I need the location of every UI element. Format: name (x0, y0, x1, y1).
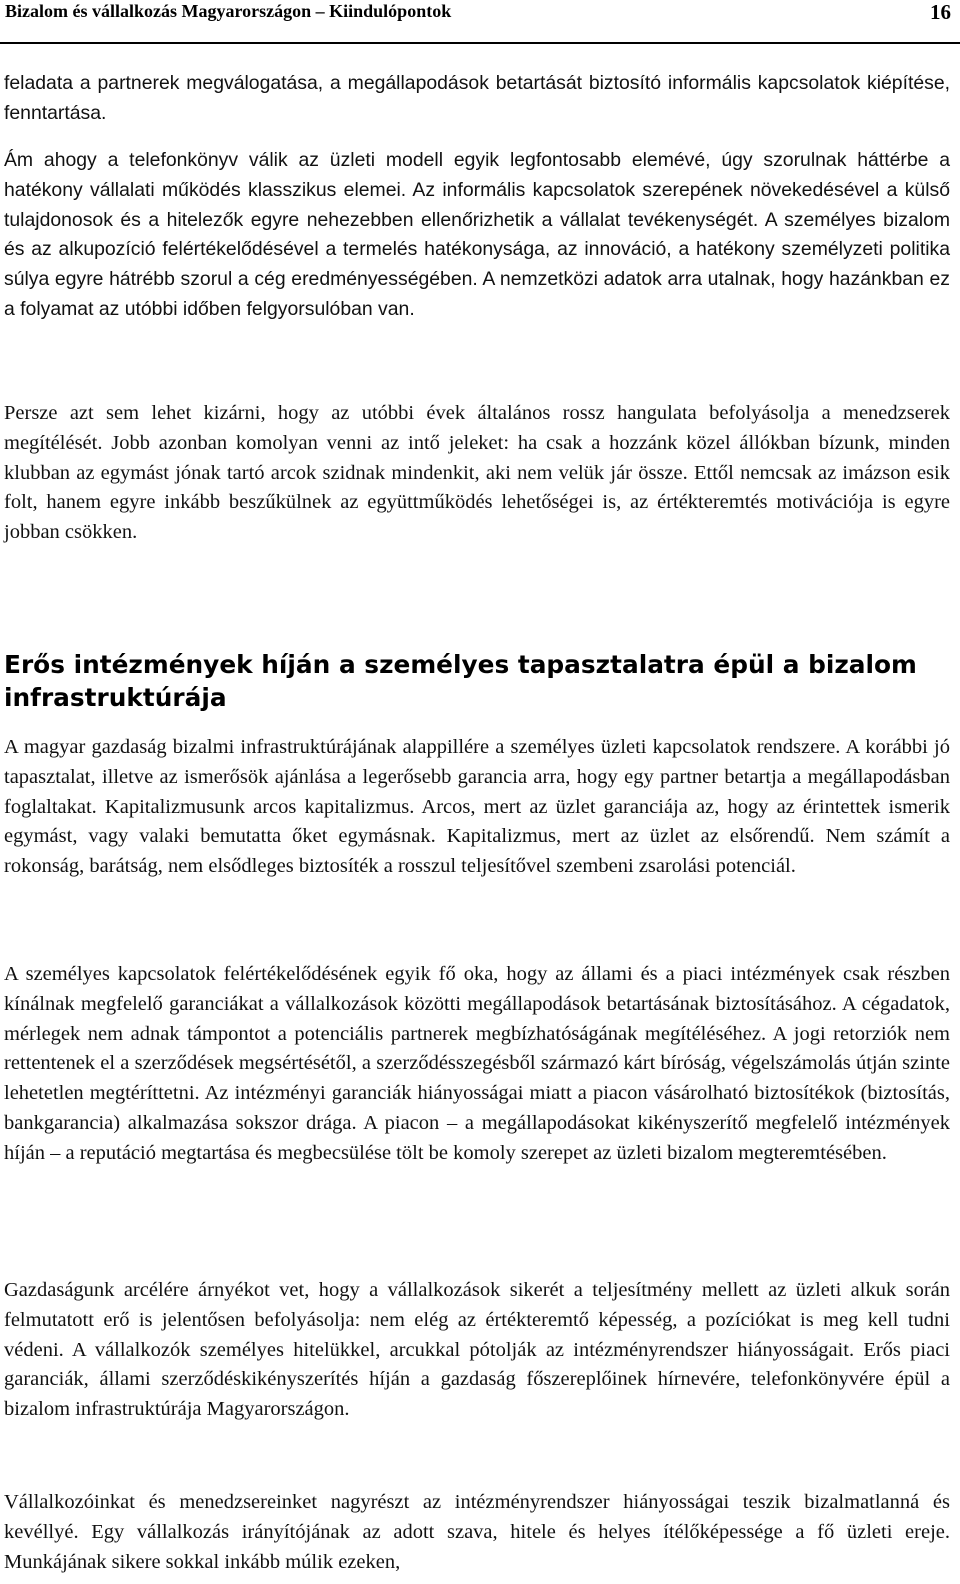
paragraph-6: Gazdaságunk arcélére árnyékot vet, hogy a vállalkozások sikerét a teljesítmény mellett az üzleti alkuk során felmutatott erő is jelentősen befolyásolja: nem elég az értékteremtő képesség, a pozíciókat is meg kell tudni védeni. A vállalkozók személyes hitelükkel, arcukkal pótolják az intézményrendszer hiányosságait. Erős piaci garanciák, állami szerződéskikényszerítés híján a gazdaság főszereplőinek hírnevére, telefonkönyvére épül a bizalom infrastruktúrája Magyarországon. (4, 1279, 950, 1421)
running-header (0, 0, 960, 44)
paragraph-3: Persze azt sem lehet kizárni, hogy az utóbbi évek általános rossz hangulata befolyásolja a menedzserek megítélését. Jobb azonban komolyan venni az intő jeleket: ha csak a hozzánk közel állókban bízunk, minden klubban az egymást jónak tartó arcok szidnak mindenkit, aki nem velük jár össze. Ettől nemcsak az imázson esik folt, hanem egyre inkább beszűkülnek az együttműködés lehetőségei is, az értékteremtés motivációja is egyre jobban csökken. (4, 402, 950, 544)
paragraph-4: A magyar gazdaság bizalmi infrastruktúrájának alappillére a személyes üzleti kapcsolatok rendszere. A korábbi jó tapasztalat, illetve az ismerősök ajánlása a legerősebb garancia arra, hogy egy partner betartja a megállapodásban foglaltakat. Kapitalizmusunk arcos kapitalizmus. Arcos, mert az üzlet garanciája az, hogy az érintettek ismerik egymást, vagy valaki bemutatta őket egymásnak. Kapitalizmus, mert az üzlet az elsőrendű. Nem számít a rokonság, barátság, nem elsődleges biztosíték a rosszul teljesítővel szembeni zsarolási potenciál. (4, 736, 950, 878)
paragraph-1: feladata a partnerek megválogatása, a megállapodások betartását biztosító informális kapcsolatok kiépítése, fenntartása. (4, 72, 950, 124)
section-heading: Erős intézmények híján a személyes tapasztalatra épül a bizalom infrastruktúrája (4, 650, 917, 712)
paragraph-5: A személyes kapcsolatok felértékelődésének egyik fő oka, hogy az állami és a piaci intézmények csak részben kínálnak megfelelő garanciákat a vállalkozások közötti megállapodások betartásának biztosításához. A cégadatok, mérlegek nem adnak támpontot a potenciális partnerek megbízhatóságának megítéléséhez. A jogi retorziók nem rettentenek el a szerződések megsértésétől, a szerződésszegésből származó kárt bíróság, végelszámolás útján szinte lehetetlen megtéríttetni. Az intézményi garanciák hiányosságai miatt a piacon vásárolható biztosítékok (biztosítás, bankgarancia) alkalmazása sokszor drága. A piacon – a megállapodásokat kikényszerítő megfelelő intézmények híján – a reputáció megtartása és megbecsülése tölt be komoly szerepet az üzleti bizalom megteremtésében. (4, 963, 950, 1164)
header-title: Bizalom és vállalkozás Magyarországon – Kiindulópontok (5, 1, 452, 21)
page-number: 16 (930, 0, 951, 24)
paragraph-7: Vállalkozóinkat és menedzsereinket nagyrészt az intézményrendszer hiányosságai teszik bizalmatlanná és kevéllyé. Egy vállalkozás irányítójának az adott szava, hitele és helyes ítélőképessége a fő üzleti ereje. Munkájának sikere sokkal inkább múlik ezeken, (4, 1491, 950, 1573)
paragraph-2: Ám ahogy a telefonkönyv válik az üzleti modell egyik legfontosabb elemévé, úgy szorulnak háttérbe a hatékony vállalati működés klasszikus elemei. Az informális kapcsolatok szerepének növekedésével a külső tulajdonosok és a hitelezők egyre nehezebben ellenőrizhetik a vállalat tevékenységét. A személyes bizalom és az alkupozíció felértékelődésével a termelés hatékonysága, az innováció, a hatékony személyzeti politika súlya egyre hátrébb szorul a cég eredményességében. A nemzetközi adatok arra utalnak, hogy hazánkban ez a folyamat az utóbbi időben felgyorsulóban van. (4, 149, 950, 320)
